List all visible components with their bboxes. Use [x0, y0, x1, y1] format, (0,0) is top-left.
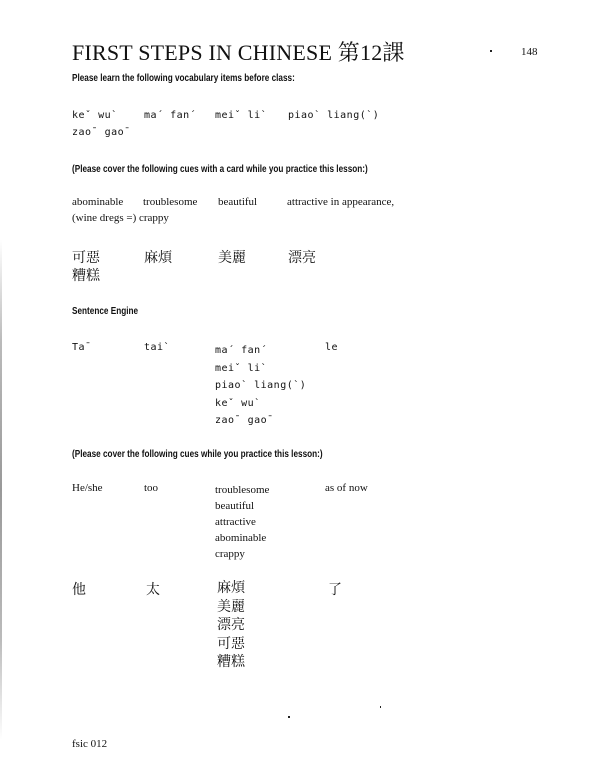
cues-heading-2: (Please cover the following cues while you practice this lesson:) — [72, 449, 323, 460]
engine-chars-subject: 他 — [72, 582, 86, 598]
vocab-english-2: troublesome — [143, 196, 198, 208]
engine-english-adjective: attractive — [215, 516, 256, 528]
footer-code: fsic 012 — [72, 738, 108, 750]
scan-speck — [288, 716, 290, 718]
engine-chars-adjective: 麻煩 — [217, 580, 245, 596]
engine-english-particle: as of now — [325, 482, 368, 494]
engine-chars-adjective: 美麗 — [217, 598, 245, 615]
page-number: 148 — [521, 46, 538, 58]
vocab-chars-4: 漂亮 — [288, 250, 316, 266]
engine-pinyin-adjective: keˇ wu` — [215, 397, 261, 409]
cues-heading: (Please cover the following cues with a card while you practice this lesson:) — [72, 164, 368, 175]
vocab-chars-2: 麻煩 — [144, 250, 172, 266]
engine-pinyin-subject: Ta¯ — [72, 342, 92, 353]
engine-chars-adverb: 太 — [146, 582, 160, 598]
engine-pinyin-adjective: meiˇ li` — [215, 362, 268, 374]
vocab-pinyin-3: meiˇ li` — [215, 110, 268, 121]
vocab-chars-1: 可惡 — [72, 250, 100, 266]
engine-chars-particle: 了 — [328, 582, 342, 598]
engine-pinyin-adjective: piao` liang(`) — [215, 380, 307, 391]
vocab-english-1: abominable — [72, 196, 124, 208]
vocab-english-3: beautiful — [218, 196, 258, 208]
engine-english-adjective: crappy — [215, 548, 245, 560]
page-edge-shadow — [0, 240, 2, 740]
vocab-pinyin-5: zao¯ gao¯ — [72, 127, 131, 138]
vocab-chars-3: 美麗 — [218, 250, 246, 266]
engine-pinyin-adjectives — [215, 342, 306, 430]
engine-chars-adjective: 漂亮 — [217, 617, 245, 633]
engine-pinyin-adjective: ma´ fan´ — [215, 345, 268, 356]
vocab-heading: Please learn the following vocabulary items before class: — [72, 73, 295, 84]
engine-chars-adjective: 可惡 — [217, 635, 245, 652]
engine-pinyin-adverb: tai` — [144, 342, 171, 353]
vocab-chars-5: 糟糕 — [72, 268, 100, 284]
engine-english-subject: He/she — [72, 482, 103, 494]
page-title: FIRST STEPS IN CHINESE 第12課 — [72, 40, 405, 65]
engine-chars-adjective: 糟糕 — [217, 654, 245, 670]
engine-english-adverb: too — [144, 482, 159, 494]
engine-english-adjectives — [215, 482, 269, 562]
vocab-pinyin-4: piao` liang(`) — [288, 110, 380, 121]
vocab-pinyin-1: keˇ wu` — [72, 110, 118, 121]
scan-speck — [490, 50, 492, 52]
vocab-english-4: attractive in appearance, — [287, 196, 395, 208]
engine-chars-adjectives — [217, 579, 245, 672]
engine-pinyin-particle: le — [325, 342, 339, 353]
engine-english-adjective: troublesome — [215, 484, 270, 496]
vocab-english-5: (wine dregs =) crappy — [72, 212, 169, 224]
scan-speck — [380, 706, 381, 708]
engine-pinyin-adjective: zao¯ gao¯ — [215, 415, 274, 426]
vocab-pinyin-2: ma´ fan´ — [144, 110, 197, 121]
sentence-engine-heading: Sentence Engine — [72, 306, 139, 317]
engine-english-adjective: abominable — [215, 532, 267, 544]
engine-english-adjective: beautiful — [215, 500, 255, 512]
